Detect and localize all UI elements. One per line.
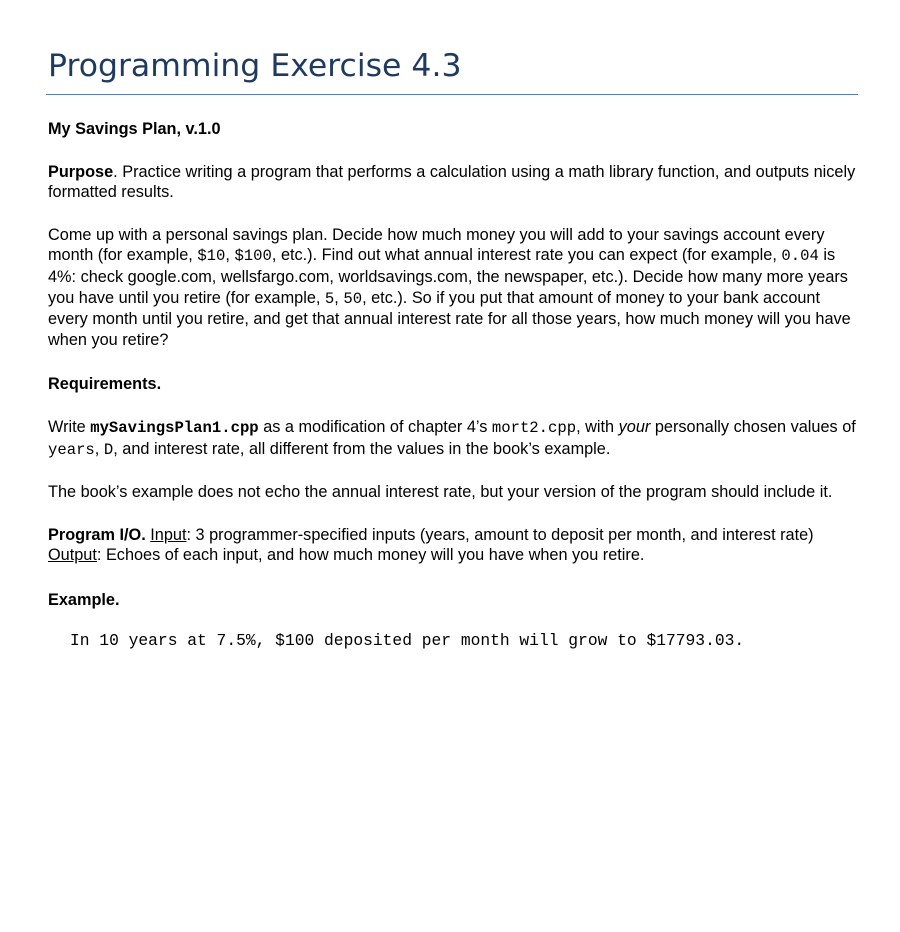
requirements-paragraph-2: The book’s example does not echo the annual interest rate, but your version of the program should include it. <box>48 483 833 502</box>
intro-text: is 4%: check google.com, wellsfargo.com, worldsavings.com, the newspaper, etc.). Decide how many more years you have until you retire (for example, <box>48 246 848 307</box>
req-text: , <box>94 439 104 458</box>
req-text: Write <box>48 417 91 436</box>
title-divider <box>46 94 858 95</box>
req-text: , with <box>576 417 619 436</box>
variable-code: D <box>103 440 114 459</box>
program-io-paragraph <box>48 525 858 566</box>
req-text: , and interest rate, all different from the values in the book’s example. <box>113 439 611 458</box>
purpose-paragraph <box>48 162 858 203</box>
variable-code: years <box>48 440 95 459</box>
document-subtitle: My Savings Plan, v.1.0 <box>48 120 221 138</box>
document-body <box>48 119 858 651</box>
filename-code: mySavingsPlan1.cpp <box>90 418 259 437</box>
intro-paragraph <box>48 225 858 351</box>
source-file-code: mort2.cpp <box>491 418 577 437</box>
intro-text: , etc.). So if you put that amount of money to your bank account every month until you retire, and get that annual interest rate for all those years, how much money will you have when you retire? <box>48 288 851 349</box>
example-amount-code: $100 <box>234 247 272 266</box>
requirements-heading: Requirements. <box>48 375 162 394</box>
input-label: Input <box>150 525 187 544</box>
example-years-code: 50 <box>343 289 363 308</box>
example-amount-code: $10 <box>197 247 226 266</box>
intro-text: , <box>225 246 235 265</box>
req-text: personally chosen values of <box>650 417 856 436</box>
io-text: : Echoes of each input, and how much money will you have when you retire. <box>96 546 645 565</box>
purpose-text: . Practice writing a program that performs a calculation using a math library function, and outputs nicely formatted results. <box>48 162 856 202</box>
program-io-label: Program I/O. <box>48 525 146 544</box>
io-text: : 3 programmer-specified inputs (years, amount to deposit per month, and interest rate) <box>186 525 814 544</box>
req-text: as a modification of chapter 4’s <box>258 417 492 436</box>
requirements-paragraph-1 <box>48 417 858 460</box>
purpose-label: Purpose <box>48 162 114 181</box>
page-title: Programming Exercise 4.3 <box>48 48 462 84</box>
example-rate-code: 0.04 <box>781 247 819 266</box>
emphasis-text: your <box>618 417 651 436</box>
example-output: In 10 years at 7.5%, $100 deposited per month will grow to $17793.03. <box>70 630 745 650</box>
output-label: Output <box>48 546 97 565</box>
example-heading: Example. <box>48 590 120 609</box>
intro-text: Come up with a personal savings plan. Decide how much money you will add to your savings account every month (for example, <box>48 225 825 265</box>
intro-text: , <box>334 288 344 307</box>
example-years-code: 5 <box>324 289 335 308</box>
intro-text: , etc.). Find out what annual interest rate you can expect (for example, <box>271 246 782 265</box>
